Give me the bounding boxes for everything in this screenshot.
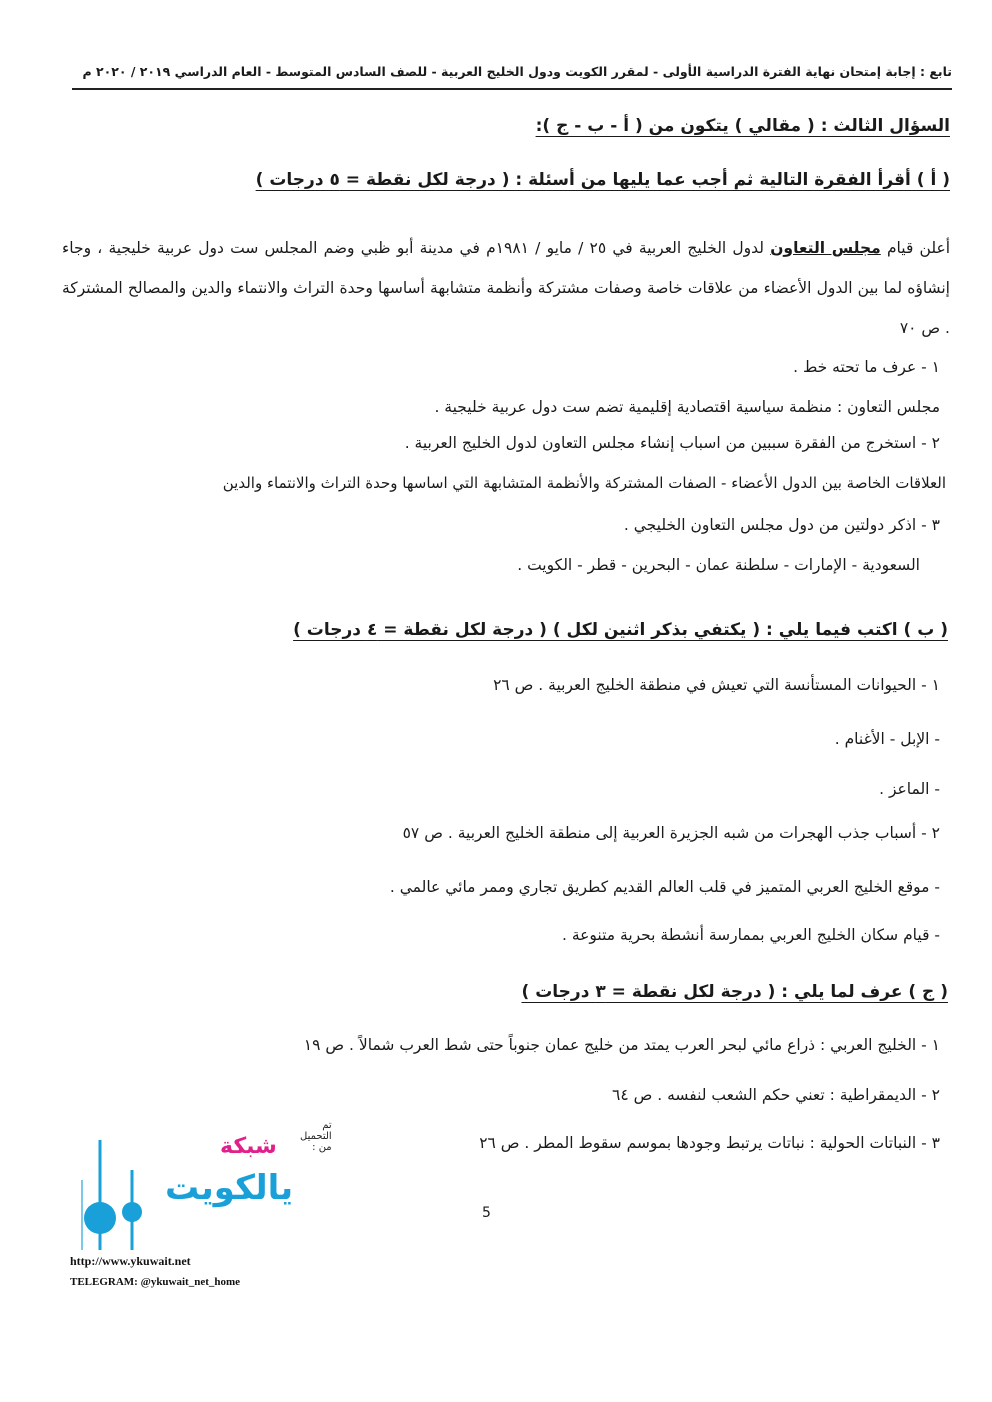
watermark-url: http://www.ykuwait.net	[70, 1254, 191, 1268]
part-c-d2: ٢ - الديمقراطية : تعني حكم الشعب لنفسه . ص ٦٤	[612, 1086, 940, 1104]
part-b-a2-1: - موقع الخليج العربي المتميز في قلب العالم القديم كطريق تجاري وممر مائي عالمي .	[389, 878, 940, 896]
watermark-downloaded-label: تم التحميل من :	[300, 1120, 332, 1153]
paragraph-pre: أعلن قيام	[880, 239, 951, 257]
watermark-telegram: TELEGRAM: @ykuwait_net_home	[70, 1276, 241, 1288]
kuwait-towers-icon	[70, 1120, 270, 1250]
part-a-paragraph	[62, 228, 950, 348]
part-b-a1-1: - الإبل - الأغنام .	[834, 730, 940, 748]
header-divider	[72, 88, 952, 90]
part-c-title: ( ج ) عرف لما يلي : ( درجة لكل نقطة = ٣ درجات )	[521, 982, 948, 1002]
part-c-d3: ٣ - النباتات الحولية : نباتات يرتبط وجودها بموسم سقوط المطر . ص ٢٦	[479, 1134, 940, 1152]
page-number: 5	[482, 1205, 491, 1221]
part-b-q2: ٢ - أسباب جذب الهجرات من شبه الجزيرة العربية إلى منطقة الخليج العربية . ص ٥٧	[402, 824, 940, 842]
part-a-title: ( أ ) أقرأ الفقرة التالية ثم أجب عما يليها من أسئلة : ( درجة لكل نقطة = ٥ درجات )	[255, 170, 950, 190]
watermark-name-line1: شبكة	[220, 1134, 277, 1159]
paragraph-post: لدول الخليج العربية في ٢٥ / مايو / ١٩٨١م في مدينة أبو ظبي وضم المجلس ست دول عربية خليجية ، وجاء إنشاؤه لما بين الدول الأعضاء من علاقات خاصة وصفات مشتركة وأنظمة متشابهة أساسها وحدة التراث والانتماء والدين والمصالح المشتركة . ص ٧٠	[62, 239, 950, 337]
paragraph-underlined-term: مجلس التعاون	[770, 239, 881, 257]
part-a-a2: العلاقات الخاصة بين الدول الأعضاء - الصفات المشتركة والأنظمة المتشابهة التي اساسها وحدة التراث والانتماء والدين	[222, 474, 946, 492]
page-header: تابع : إجابة إمتحان نهاية الفترة الدراسية الأولى - لمقرر الكويت ودول الخليج العربية - للصف السادس المتوسط - العام الدراسي ٢٠١٩ / ٢٠٢٠ م	[82, 64, 952, 79]
part-a-q2: ٢ - استخرج من الفقرة سببين من اسباب إنشاء مجلس التعاون لدول الخليج العربية .	[404, 434, 940, 452]
part-b-a2-2: - قيام سكان الخليج العربي بممارسة أنشطة بحرية متنوعة .	[562, 926, 940, 944]
part-c-d1: ١ - الخليج العربي : ذراع مائي لبحر العرب يمتد من خليج عمان جنوباً حتى شط العرب شمالاً . ص ١٩	[303, 1036, 940, 1054]
part-a-a3: السعودية - الإمارات - سلطنة عمان - البحرين - قطر - الكويت .	[517, 556, 920, 574]
part-b-a1-2: - الماعز .	[879, 780, 940, 798]
part-a-a1: مجلس التعاون : منظمة سياسية اقتصادية إقليمية تضم ست دول عربية خليجية .	[434, 398, 940, 416]
question-3-title: السؤال الثالث : ( مقالي ) يتكون من ( أ - ب - ج ):	[535, 116, 950, 136]
watermark-logo	[70, 1120, 332, 1300]
part-a-q3: ٣ - اذكر دولتين من دول مجلس التعاون الخليجي .	[623, 516, 940, 534]
watermark-name-line2: يالكويت	[165, 1168, 294, 1208]
part-b-q1: ١ - الحيوانات المستأنسة التي تعيش في منطقة الخليج العربية . ص ٢٦	[493, 676, 940, 694]
part-b-title: ( ب ) اكتب فيما يلي : ( يكتفي بذكر اثنين لكل ) ( درجة لكل نقطة = ٤ درجات )	[293, 620, 948, 640]
part-a-q1: ١ - عرف ما تحته خط .	[793, 358, 940, 376]
